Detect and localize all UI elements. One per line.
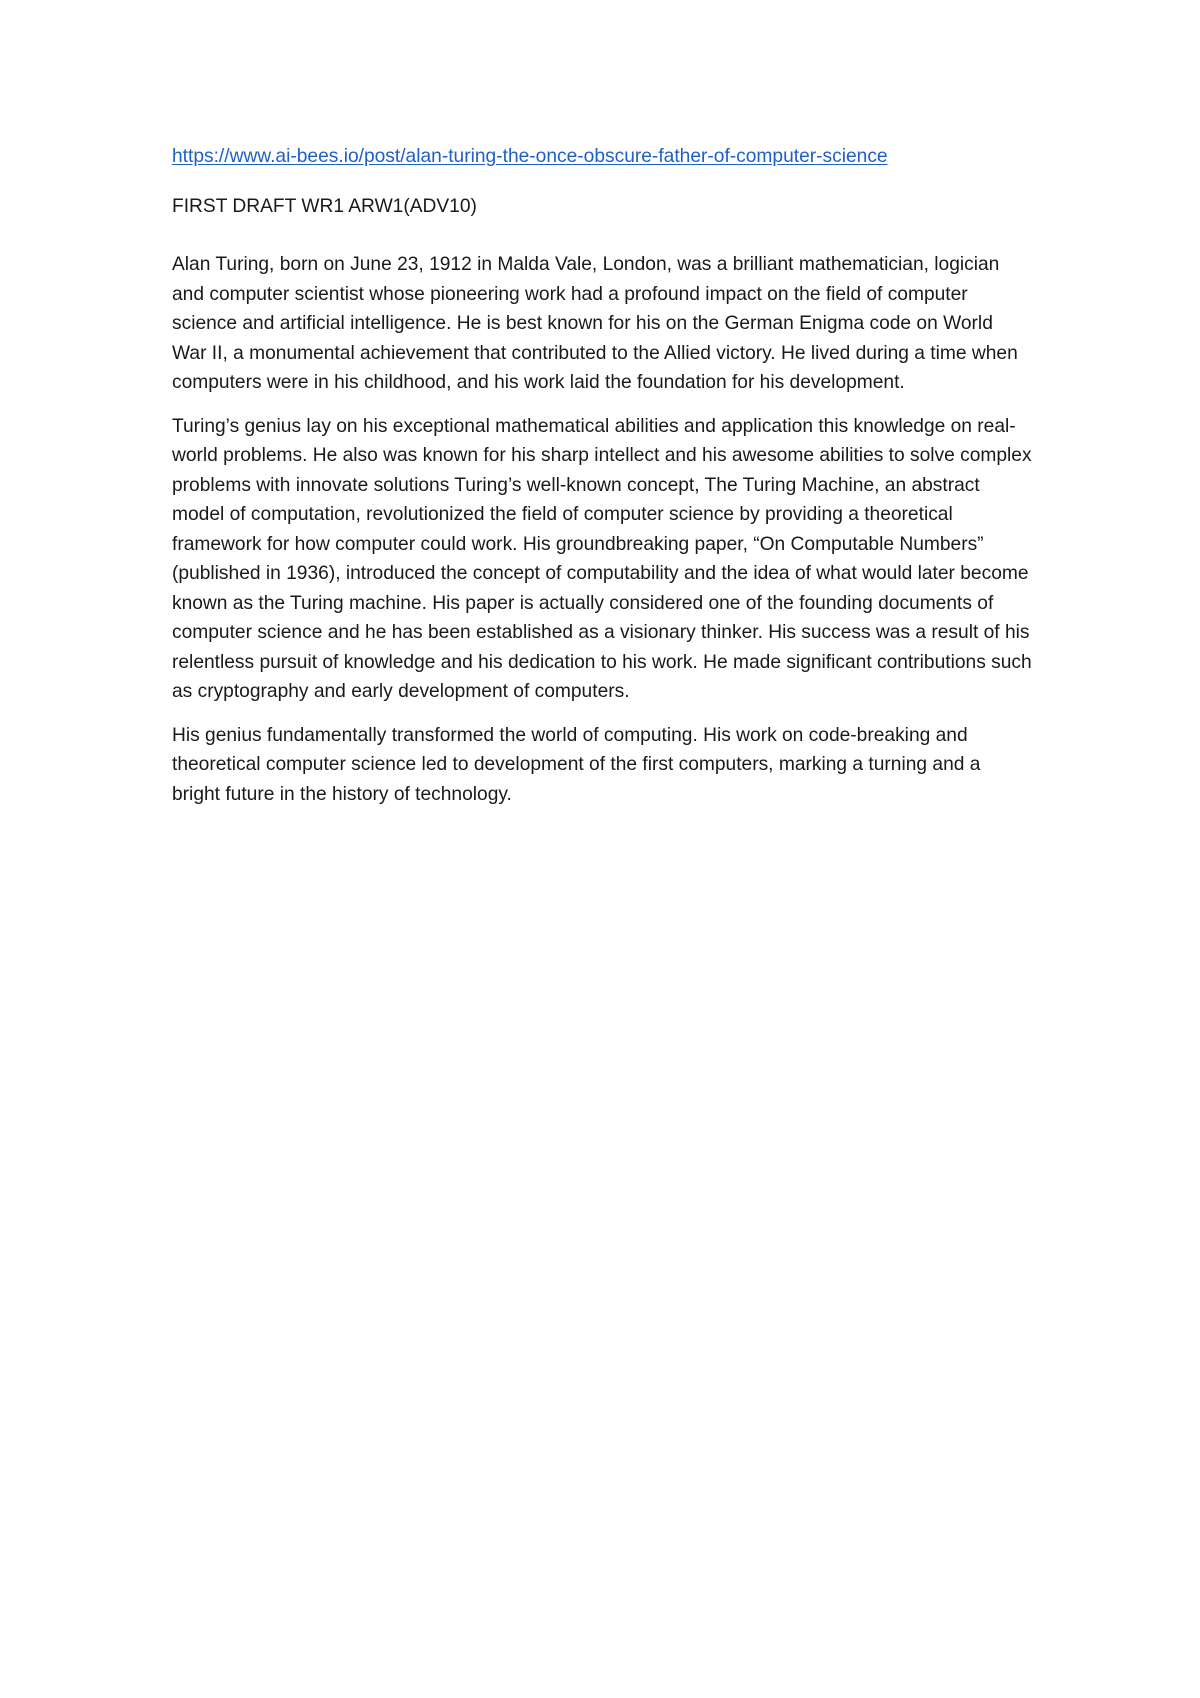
paragraph-genius: Turing’s genius lay on his exceptional mathematical abilities and application this knowledge on real-world problems. He also was known for his sharp intellect and his awesome abilities to solve complex problems with innovate solutions Turing’s well-known concept, The Turing Machine, an abstract model of computation, revolutionized the field of computer science by providing a theoretical framework for how computer could work. His groundbreaking paper, “On Computable Numbers” (published in 1936), introduced the concept of computability and the idea of what would later become known as the Turing machine. His paper is actually considered one of the founding documents of computer science and he has been established as a visionary thinker. His success was a result of his relentless pursuit of knowledge and his dedication to his work. He made significant contributions such as cryptography and early development of computers.: [172, 415, 1032, 702]
paragraph-intro: Alan Turing, born on June 23, 1912 in Malda Vale, London, was a brilliant mathematician, logician and computer scientist whose pioneering work had a profound impact on the field of computer science and artificial intelligence. He is best known for his on the German Enigma code on World War II, a monumental achievement that contributed to the Allied victory. He lived during a time when computers were in his childhood, and his work laid the foundation for his development.: [172, 254, 1018, 393]
source-url-link[interactable]: https://www.ai-bees.io/post/alan-turing-the-once-obscure-father-of-computer-science: [172, 146, 888, 167]
document-body: [172, 142, 1032, 809]
draft-label: FIRST DRAFT WR1 ARW1(ADV10): [172, 195, 477, 217]
paragraph-legacy: His genius fundamentally transformed the world of computing. His work on code-breaking and theoretical computer science led to development of the first computers, marking a turning and a bright future in the history of technology.: [172, 724, 981, 805]
